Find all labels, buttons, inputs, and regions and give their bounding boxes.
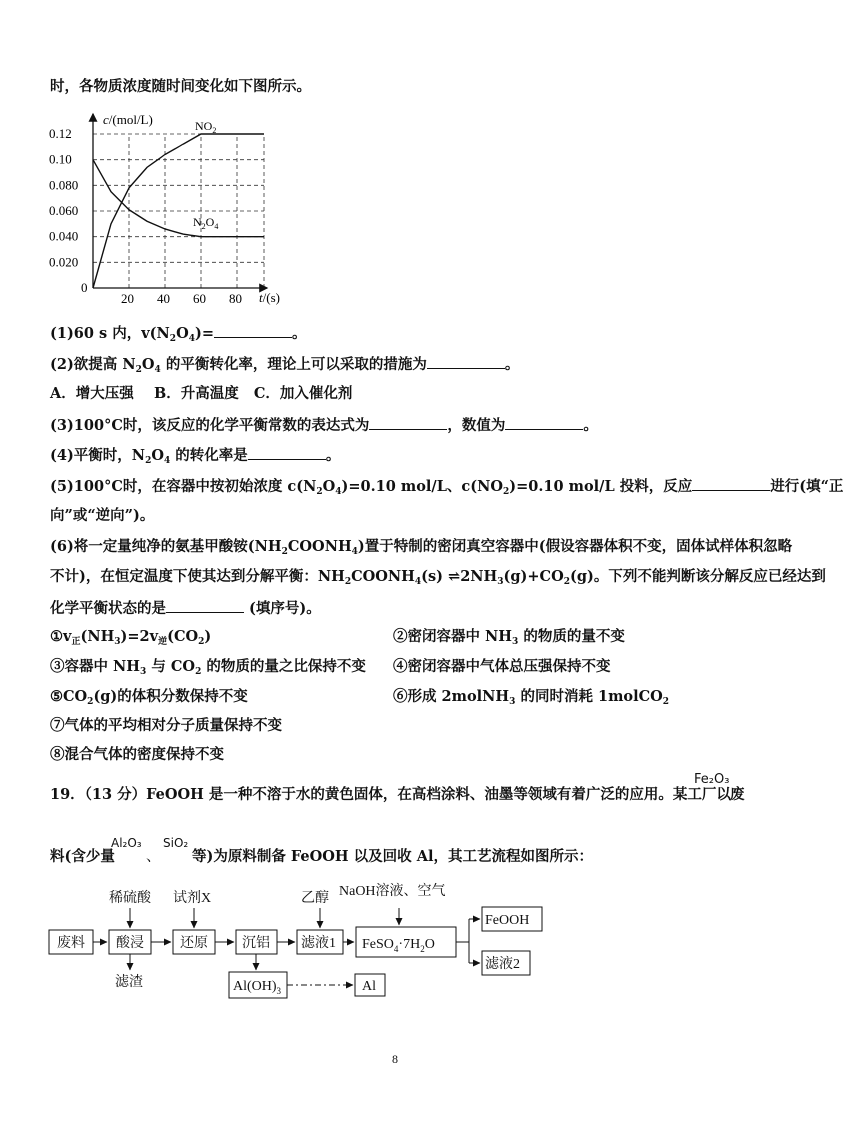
y-axis-title: [103, 112, 153, 127]
y-tick-label: 0.080: [49, 177, 79, 193]
item-2: ②密闭容器中 $NH_3$ 的物质的量不变: [393, 628, 625, 647]
origin-label: 0: [81, 280, 88, 295]
label-filtrate1: 滤液1: [301, 936, 336, 951]
answer-blank-6[interactable]: [166, 598, 244, 613]
item-6: ⑥形成 2molNH$_3$ 的同时消耗 1molCO$_2$: [393, 688, 670, 707]
answer-blank-3b[interactable]: [505, 415, 583, 430]
question-19-line2: 料(含少量: [50, 848, 115, 865]
y-tick-label: 0.12: [49, 126, 72, 141]
question-5: (5)100°C时，在容器中按初始浓度 $c(N_2O_4)=0.10$ mol/L、$c(NO_2)=0.10$ mol/L 投料，反应 进行(填“正: [50, 478, 843, 497]
item-1: $①v_正(NH_3)=2v_逆(CO_2)$: [50, 628, 212, 647]
question-6-line2: 不计)，在恒定温度下使其达到分解平衡：$NH_2COONH_4(s)$ $\rightleftharpoons 2NH_3(g)+CO_2(g)$。下列不能判断该分解反应已经达到: [50, 568, 826, 587]
answer-blank-2[interactable]: [427, 354, 505, 369]
x-axis-title: [259, 290, 280, 305]
separator: 、: [146, 849, 161, 865]
y-axis-title-unit: /(mol/L): [108, 112, 153, 127]
label-feso4: $FeSO_4\cdot 7H_2O$: [362, 937, 435, 954]
question-1: (1)60 s 内，$v(N_2O_4)=$ 。: [50, 325, 307, 344]
question-3: (3)100°C时，该反应的化学平衡常数的表达式为 ，数值为 。: [50, 417, 598, 434]
label-acid-leach: 酸浸: [116, 936, 144, 951]
page-number: 8: [392, 1052, 398, 1066]
item-3: ③容器中 $NH_3$ 与 $CO_2$ 的物质的量之比保持不变: [50, 658, 366, 677]
label-feooh: FeOOH: [485, 913, 530, 928]
series-label-no2: $NO_2$: [195, 119, 217, 135]
label-aloh3: $Al(OH)_3$: [233, 979, 282, 996]
label-waste: 废料: [57, 936, 85, 951]
question-19-end: 废: [730, 786, 745, 803]
process-flow-diagram: [45, 878, 565, 1008]
label-naoh-air: NaOH溶液、空气: [339, 884, 446, 899]
series-label-n2o4: $N_2O_4$: [193, 215, 219, 231]
x-tick-label: 60: [193, 291, 206, 306]
label-residue: 滤渣: [115, 975, 143, 990]
sio2-label: SiO₂: [163, 836, 189, 850]
intro-text: 时，各物质浓度随时间变化如下图所示。: [50, 78, 311, 95]
answer-blank-1[interactable]: [214, 323, 292, 338]
x-axis-title-symbol: t: [259, 290, 263, 305]
label-precip-al: 沉铝: [242, 936, 270, 951]
question-6-line3: 化学平衡状态的是 (填序号)。: [50, 600, 321, 617]
question-4: (4)平衡时，$N_2O_4$ 的转化率是 。: [50, 447, 341, 466]
item-4: ④密闭容器中气体总压强保持不变: [393, 658, 611, 675]
label-reagent-x: 试剂X: [173, 891, 212, 906]
option-a: A．增大压强: [50, 385, 134, 402]
x-tick-label: 40: [157, 291, 170, 306]
question-19: 19．（13 分）FeOOH 是一种不溶于水的黄色固体，在高档涂料、油墨等领域有着广泛的应用。某工厂以: [50, 786, 731, 803]
option-c: C．加入催化剂: [253, 385, 353, 402]
answer-blank-4[interactable]: [248, 445, 326, 460]
label-al: Al: [362, 979, 376, 994]
label-ethanol: 乙醇: [301, 891, 329, 906]
y-tick-label: 0.060: [49, 203, 79, 218]
option-b: B．升高温度: [153, 385, 239, 402]
item-5: $⑤CO_2(g)$的体积分数保持不变: [50, 688, 248, 707]
al2o3-label: Al₂O₃: [111, 836, 142, 850]
question-2-options: [50, 384, 352, 404]
item-8: ⑧混合气体的密度保持不变: [50, 746, 224, 763]
y-tick-label: 0.10: [49, 151, 72, 167]
label-dilute-acid: 稀硫酸: [109, 891, 151, 906]
concentration-time-chart: [45, 108, 345, 308]
x-tick-label: 20: [121, 291, 134, 306]
label-filtrate2: 滤液2: [485, 957, 520, 972]
y-tick-label: 0.040: [49, 228, 79, 244]
question-5-cont: 向”或“逆向”)。: [50, 507, 155, 524]
x-axis-title-unit: /(s): [262, 290, 280, 305]
label-reduce: 还原: [180, 936, 208, 951]
answer-blank-3a[interactable]: [369, 415, 447, 430]
question-19-line2-end: 等)为原料制备 FeOOH 以及回收 Al，其工艺流程如图所示：: [192, 848, 593, 865]
y-tick-label: 0.020: [49, 254, 79, 270]
answer-blank-5[interactable]: [692, 476, 770, 491]
fe2o3-label: Fe₂O₃: [694, 772, 730, 787]
item-7: ⑦气体的平均相对分子质量保持不变: [50, 717, 282, 734]
question-2: (2)欲提高 $N_2O_4$ 的平衡转化率，理论上可以采取的措施为 。: [50, 356, 520, 375]
series-line-n2o4: [93, 160, 264, 237]
question-6: (6)将一定量纯净的氨基甲酸铵$(NH_2COONH_4)$置于特制的密闭真空容器中(假设容器体积不变，固体试样体积忽略: [50, 538, 793, 557]
y-axis-title-symbol: c: [103, 112, 109, 127]
x-tick-label: 80: [229, 291, 242, 306]
